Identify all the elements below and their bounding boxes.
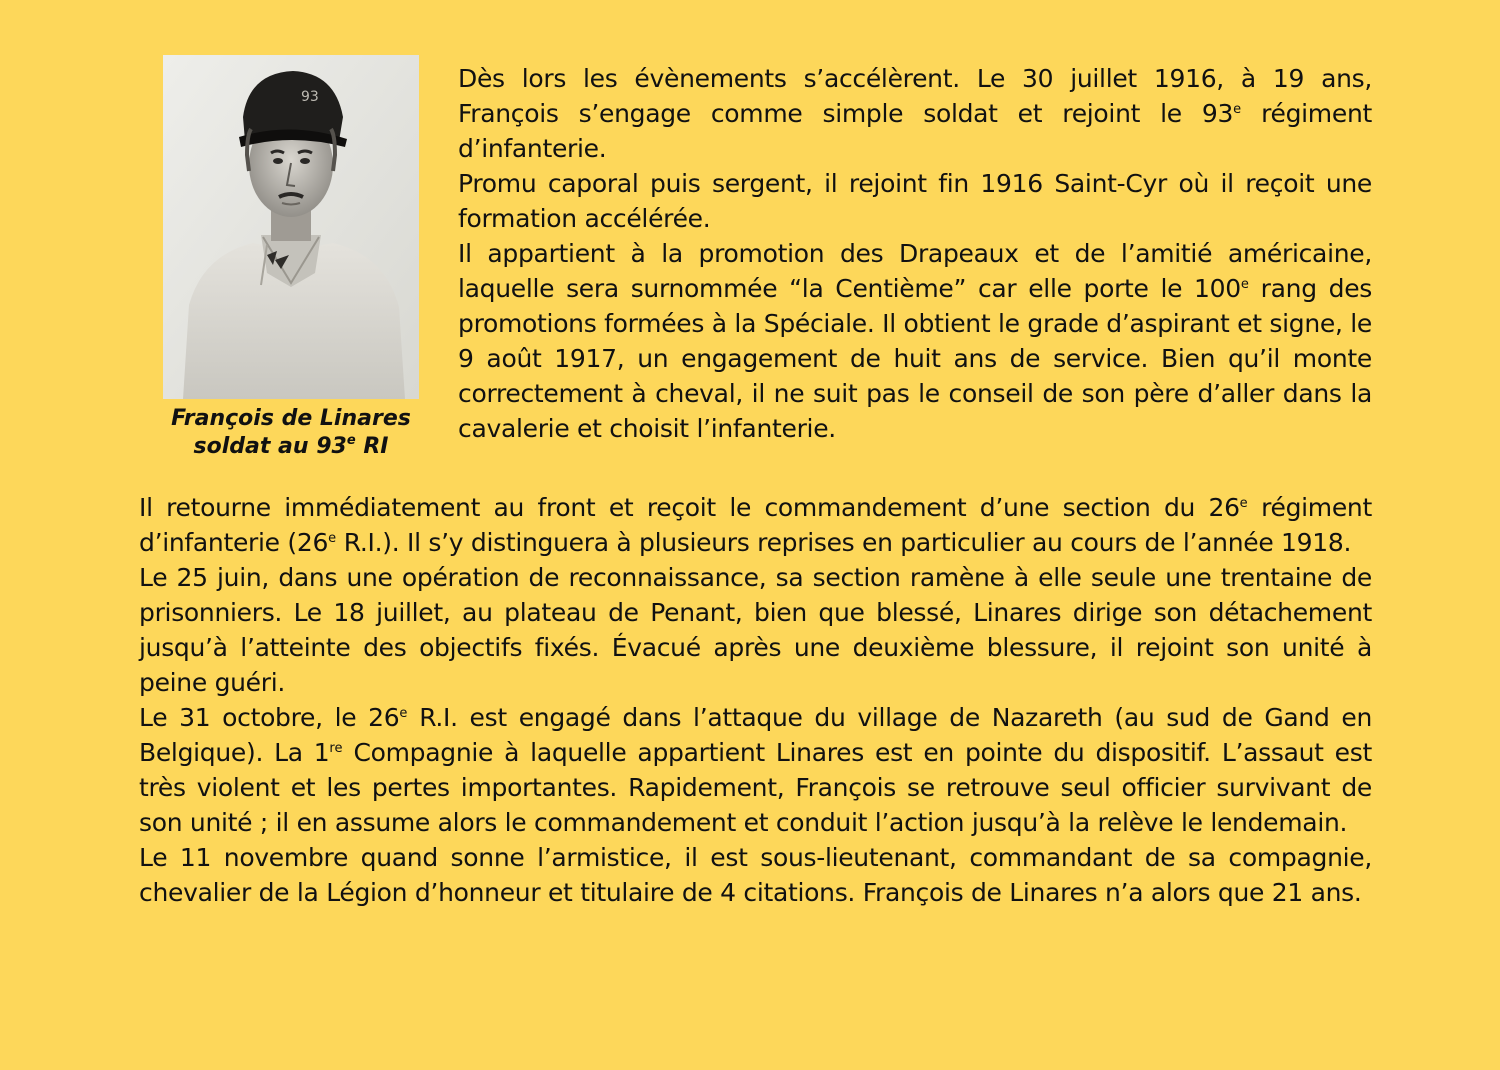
paragraph-promotion	[458, 166, 1372, 236]
caption-unit-text: soldat au 93	[193, 434, 347, 459]
portrait-photo	[163, 55, 419, 399]
text-run: Il retourne immédiatement au front et reçoit le commandement d’une section du 26	[139, 493, 1240, 522]
paragraph-june	[139, 560, 1372, 700]
text-run: Promu caporal puis sergent, il rejoint fin 1916 Saint-Cyr où il reçoit une formation accélérée.	[458, 169, 1372, 233]
paragraph-october	[139, 700, 1372, 840]
text-run: Le 25 juin, dans une opération de reconnaissance, sa section ramène à elle seule une trentaine de prisonniers. Le 18 juillet, au plateau de Penant, bien que blessé, Linares dirige son détachement jusqu’à l’atteinte des objectifs fixés. Évacué après une deuxième blessure, il rejoint son unité à peine guéri.	[139, 563, 1372, 697]
caption-name: François de Linares	[171, 406, 411, 431]
superscript: e	[328, 531, 337, 546]
paragraph-front	[139, 490, 1372, 560]
paragraph-saint-cyr	[458, 236, 1372, 446]
text-run: Le 31 octobre, le 26	[139, 703, 400, 732]
text-run: Compagnie à laquelle appartient Linares est en pointe du dispositif. L’assaut est très violent et les pertes importantes. Rapidement, François se retrouve seul officier survivant de son unité ; il en assume alors le commandement et conduit l’action jusqu’à la relève le lendemain.	[139, 738, 1372, 837]
text-run: R.I.). Il s’y distinguera à plusieurs reprises en particulier au cours de l’année 1918.	[336, 528, 1352, 557]
paragraph-armistice	[139, 840, 1372, 910]
paragraph-engagement	[458, 61, 1372, 166]
caption-unit	[150, 433, 432, 461]
superscript: e	[1239, 496, 1248, 511]
portrait-caption	[150, 405, 432, 461]
text-run: régiment d’infanterie.	[458, 99, 1372, 163]
superscript: e	[1233, 102, 1242, 117]
main-text-block	[139, 490, 1372, 910]
portrait-image	[163, 55, 419, 399]
text-run: Il appartient à la promotion des Drapeaux et de l’amitié américaine, laquelle sera surnommée “la Centième” car elle porte le 100	[458, 239, 1372, 303]
superscript: re	[329, 741, 343, 756]
svg-text:93: 93	[301, 89, 319, 105]
caption-unit-sup: e	[346, 433, 356, 448]
text-run: Dès lors les évènements s’accélèrent. Le 30 juillet 1916, à 19 ans, François s’engage comme simple soldat et rejoint le 93	[458, 64, 1372, 128]
text-run: R.I. est engagé dans l’attaque du village de Nazareth (au sud de Gand en Belgique). La 1	[139, 703, 1372, 767]
text-run: régiment d’infanterie (26	[139, 493, 1372, 557]
text-run: rang des promotions formées à la Spéciale. Il obtient le grade d’aspirant et signe, le 9 août 1917, un engagement de huit ans de service. Bien qu’il monte correctement à cheval, il ne suit pas le conseil de son père d’aller dans la cavalerie et choisit l’infanterie.	[458, 274, 1372, 443]
caption-unit-suffix: RI	[355, 434, 389, 459]
text-run: Le 11 novembre quand sonne l’armistice, il est sous-lieutenant, commandant de sa compagnie, chevalier de la Légion d’honneur et titulaire de 4 citations. François de Linares n’a alors que 21 ans.	[139, 843, 1372, 907]
intro-text-block	[458, 61, 1372, 446]
superscript: e	[1240, 277, 1249, 292]
superscript: e	[399, 706, 408, 721]
